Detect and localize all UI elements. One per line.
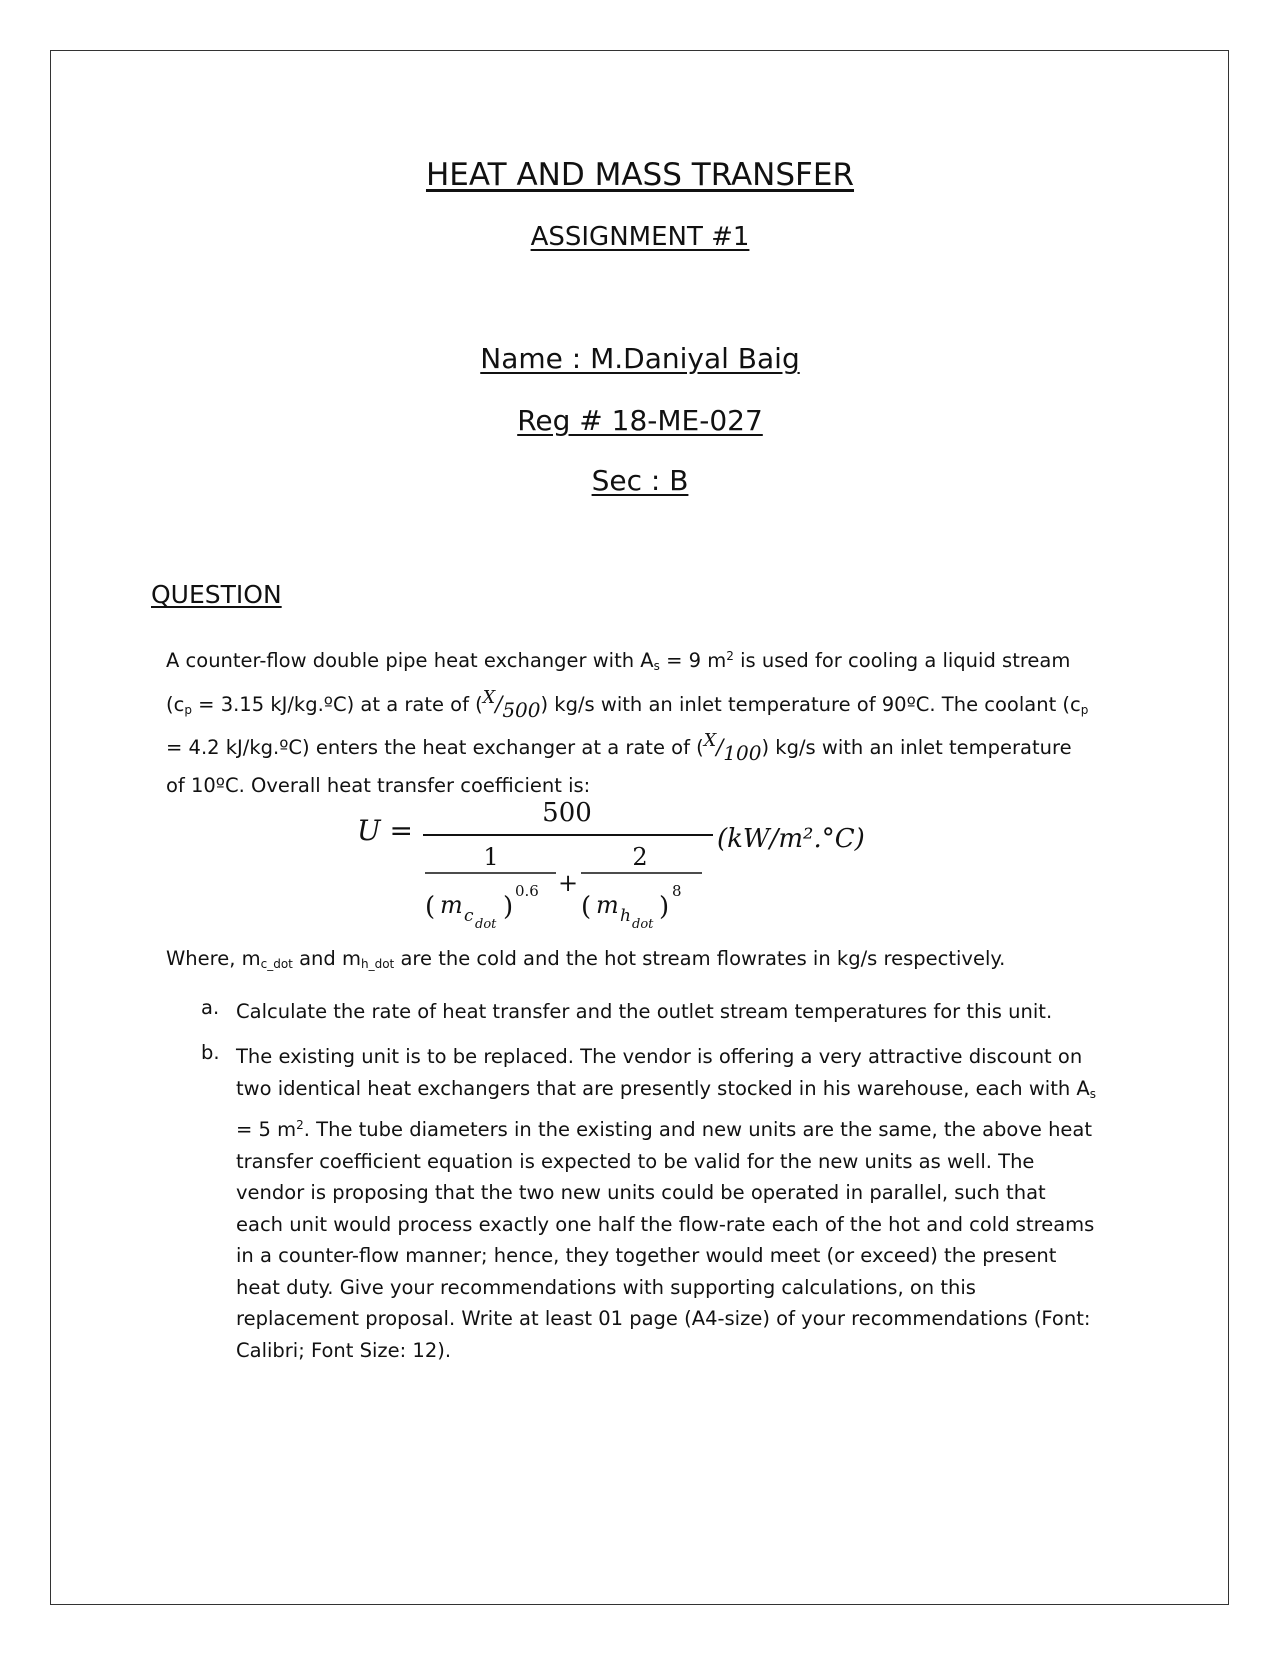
term2-subsub: dot	[632, 917, 654, 932]
term1-sub: c	[464, 906, 474, 926]
list-marker: a.	[201, 996, 220, 1019]
term1-exponent: 0.6	[515, 882, 539, 900]
fraction-hot-flow: $^X$/500	[482, 687, 541, 722]
formula-lhs: U =	[357, 814, 413, 847]
term1-numerator: 1	[483, 843, 499, 871]
term1-subsub: dot	[475, 917, 497, 932]
question-intro: A counter-flow double pipe heat exchanger with $A_s = 9$ $m^2$ is used for cooling a liquid stream ($c_p = 3.15$ kJ/kg.ºC) at a rate of ($^X$/500) kg/s with an inlet temperature of 90ºC. The coolant ($c_p = 4.2$ kJ/kg.ºC) enters the heat exchanger at a rate of ($^X$/100) kg/s with an inlet temperature of 10ºC. Overall heat transfer coefficient is:	[166, 649, 1089, 797]
term2-open-paren: (	[581, 892, 592, 922]
formula-units: (kW/m².°C)	[717, 824, 865, 854]
registration-number: Reg # 18-ME-027	[517, 404, 763, 437]
document-title: HEAT AND MASS TRANSFER	[425, 157, 855, 193]
term2-base: m	[596, 891, 619, 919]
list-item-text: The existing unit is to be replaced. The vendor is offering a very attractive discount on two identical heat exchangers that are presently stocked in his warehouse, each with $A_s = 5$ $m^2$. The tube diameters in the existing and new units are the same, the above heat transfer coefficient equation is expected to be valid for the new units as well. The vendor is proposing that the two new units could be operated in parallel, such that each unit would process exactly one half the flow-rate each of the hot and cold streams in a counter-flow manner; hence, they together would meet (or exceed) the present heat duty. Give your recommendations with supporting calculations, on this replacement proposal. Write at least 01 page (A4-size) of your recommendations (Font: Calibri; Font Size: 12).	[236, 1045, 1096, 1362]
term2-exponent: 8	[672, 882, 682, 900]
term1-base: m	[440, 891, 463, 919]
overall-heat-transfer-coefficient-formula	[345, 798, 905, 938]
term2-sub: h	[620, 906, 631, 926]
list-item-text: Calculate the rate of heat transfer and the outlet stream temperatures for this unit.	[236, 1000, 1053, 1023]
student-name: Name : M.Daniyal Baig	[480, 342, 800, 375]
term2-numerator: 2	[632, 843, 648, 871]
section: Sec : B	[591, 464, 689, 497]
term1-close-paren: )	[503, 892, 514, 922]
flowrate-definition: Where, $m_{c\_dot}$ and $m_{h\_dot}$ are the cold and the hot stream flowrates in kg/s respectively.	[166, 947, 1006, 971]
term1-open-paren: (	[425, 892, 436, 922]
formula-numerator: 500	[542, 798, 592, 828]
formula-plus: +	[558, 869, 579, 897]
question-label: QUESTION	[151, 580, 282, 609]
term2-close-paren: )	[659, 892, 670, 922]
assignment-number: ASSIGNMENT #1	[530, 222, 750, 252]
list-marker: b.	[201, 1041, 220, 1064]
fraction-cold-flow: $^X$/100	[703, 731, 762, 765]
